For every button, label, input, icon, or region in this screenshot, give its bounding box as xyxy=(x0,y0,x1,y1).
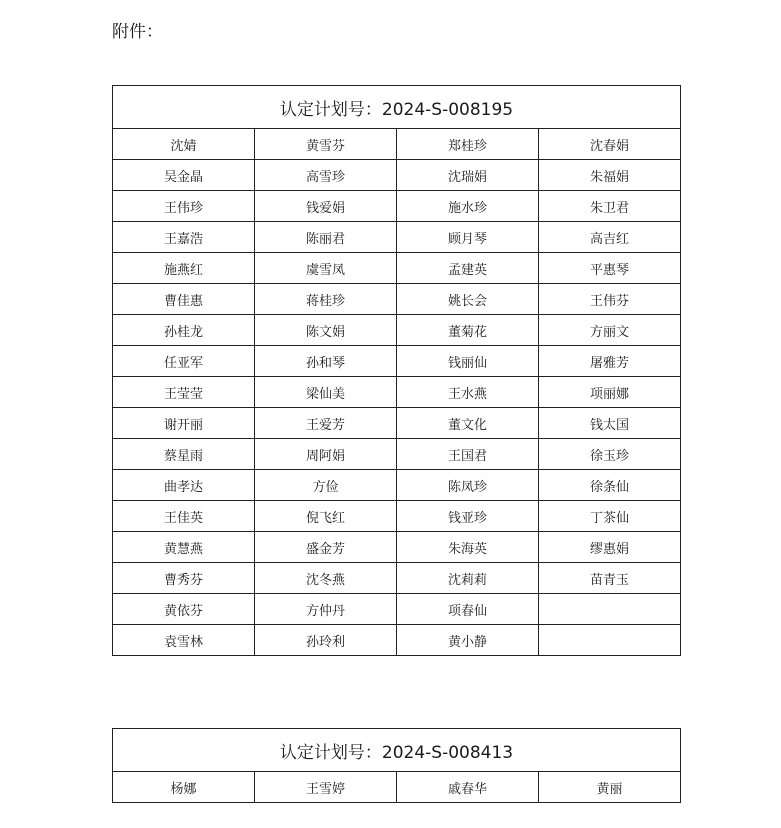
name-cell: 项春仙 xyxy=(397,594,539,625)
name-cell: 平惠琴 xyxy=(539,253,681,284)
name-cell: 王伟芬 xyxy=(539,284,681,315)
name-cell: 苗青玉 xyxy=(539,563,681,594)
table-row xyxy=(113,625,681,656)
table-row xyxy=(113,129,681,160)
name-cell: 蔡星雨 xyxy=(113,439,255,470)
name-cell: 陈凤珍 xyxy=(397,470,539,501)
table-row xyxy=(113,315,681,346)
name-cell: 朱卫君 xyxy=(539,191,681,222)
name-cell: 黄丽 xyxy=(539,772,681,803)
attachment-label: 附件： xyxy=(112,22,163,42)
name-cell: 钱爱娟 xyxy=(255,191,397,222)
name-cell: 朱福娟 xyxy=(539,160,681,191)
plan-number-title: 认定计划号：2024-S-008413 xyxy=(113,729,681,772)
name-cell: 梁仙美 xyxy=(255,377,397,408)
name-cell: 孙玲利 xyxy=(255,625,397,656)
name-cell: 王佳英 xyxy=(113,501,255,532)
table-row xyxy=(113,222,681,253)
name-cell: 黄慧燕 xyxy=(113,532,255,563)
name-cell: 王雪婷 xyxy=(255,772,397,803)
name-cell: 高雪珍 xyxy=(255,160,397,191)
table-row xyxy=(113,501,681,532)
name-cell: 徐条仙 xyxy=(539,470,681,501)
name-cell: 黄依芬 xyxy=(113,594,255,625)
name-cell: 任亚军 xyxy=(113,346,255,377)
table-title-row xyxy=(113,86,681,129)
plan-table-1 xyxy=(112,85,681,656)
table-row xyxy=(113,408,681,439)
table-row xyxy=(113,532,681,563)
name-cell: 王水燕 xyxy=(397,377,539,408)
name-cell: 王伟珍 xyxy=(113,191,255,222)
name-cell: 丁茶仙 xyxy=(539,501,681,532)
name-cell: 戚春华 xyxy=(397,772,539,803)
plan-number-title: 认定计划号：2024-S-008195 xyxy=(113,86,681,129)
name-cell: 周阿娟 xyxy=(255,439,397,470)
name-cell: 董菊花 xyxy=(397,315,539,346)
name-cell: 沈莉莉 xyxy=(397,563,539,594)
name-cell: 顾月琴 xyxy=(397,222,539,253)
name-cell: 方俭 xyxy=(255,470,397,501)
name-cell: 项丽娜 xyxy=(539,377,681,408)
name-cell: 黄小静 xyxy=(397,625,539,656)
name-cell: 钱丽仙 xyxy=(397,346,539,377)
name-cell: 钱太国 xyxy=(539,408,681,439)
name-cell: 盛金芳 xyxy=(255,532,397,563)
table-row xyxy=(113,772,681,803)
name-cell: 孟建英 xyxy=(397,253,539,284)
name-cell: 缪惠娟 xyxy=(539,532,681,563)
plan-table-2 xyxy=(112,728,681,803)
table-row xyxy=(113,594,681,625)
name-cell: 陈丽君 xyxy=(255,222,397,253)
name-cell: 杨娜 xyxy=(113,772,255,803)
name-cell: 朱海英 xyxy=(397,532,539,563)
name-cell: 王嘉浩 xyxy=(113,222,255,253)
name-cell: 施水珍 xyxy=(397,191,539,222)
name-cell: 吴金晶 xyxy=(113,160,255,191)
name-cell: 曹佳惠 xyxy=(113,284,255,315)
name-cell: 沈婧 xyxy=(113,129,255,160)
name-cell: 姚长会 xyxy=(397,284,539,315)
table-row xyxy=(113,284,681,315)
name-cell: 袁雪林 xyxy=(113,625,255,656)
name-cell: 沈冬燕 xyxy=(255,563,397,594)
name-cell: 方丽文 xyxy=(539,315,681,346)
name-cell: 高吉红 xyxy=(539,222,681,253)
table-row xyxy=(113,470,681,501)
name-cell: 郑桂珍 xyxy=(397,129,539,160)
table-row xyxy=(113,439,681,470)
name-cell xyxy=(539,625,681,656)
table-row xyxy=(113,377,681,408)
name-cell: 孙桂龙 xyxy=(113,315,255,346)
name-cell: 谢开丽 xyxy=(113,408,255,439)
name-cell: 钱亚珍 xyxy=(397,501,539,532)
name-cell: 王莹莹 xyxy=(113,377,255,408)
name-cell: 沈春娟 xyxy=(539,129,681,160)
name-cell: 董文化 xyxy=(397,408,539,439)
name-cell: 王国君 xyxy=(397,439,539,470)
name-cell: 屠雅芳 xyxy=(539,346,681,377)
name-cell: 王爱芳 xyxy=(255,408,397,439)
table-row xyxy=(113,160,681,191)
name-cell: 施燕红 xyxy=(113,253,255,284)
table-row xyxy=(113,346,681,377)
table-row xyxy=(113,563,681,594)
table-row xyxy=(113,191,681,222)
name-cell: 曲孝达 xyxy=(113,470,255,501)
name-cell: 孙和琴 xyxy=(255,346,397,377)
name-cell: 沈瑞娟 xyxy=(397,160,539,191)
name-cell: 黄雪芬 xyxy=(255,129,397,160)
table-title-row xyxy=(113,729,681,772)
table-row xyxy=(113,253,681,284)
name-cell: 陈文娟 xyxy=(255,315,397,346)
name-cell: 蒋桂珍 xyxy=(255,284,397,315)
name-cell: 方仲丹 xyxy=(255,594,397,625)
name-cell: 倪飞红 xyxy=(255,501,397,532)
name-cell: 曹秀芬 xyxy=(113,563,255,594)
name-cell xyxy=(539,594,681,625)
name-cell: 徐玉珍 xyxy=(539,439,681,470)
name-cell: 虞雪凤 xyxy=(255,253,397,284)
